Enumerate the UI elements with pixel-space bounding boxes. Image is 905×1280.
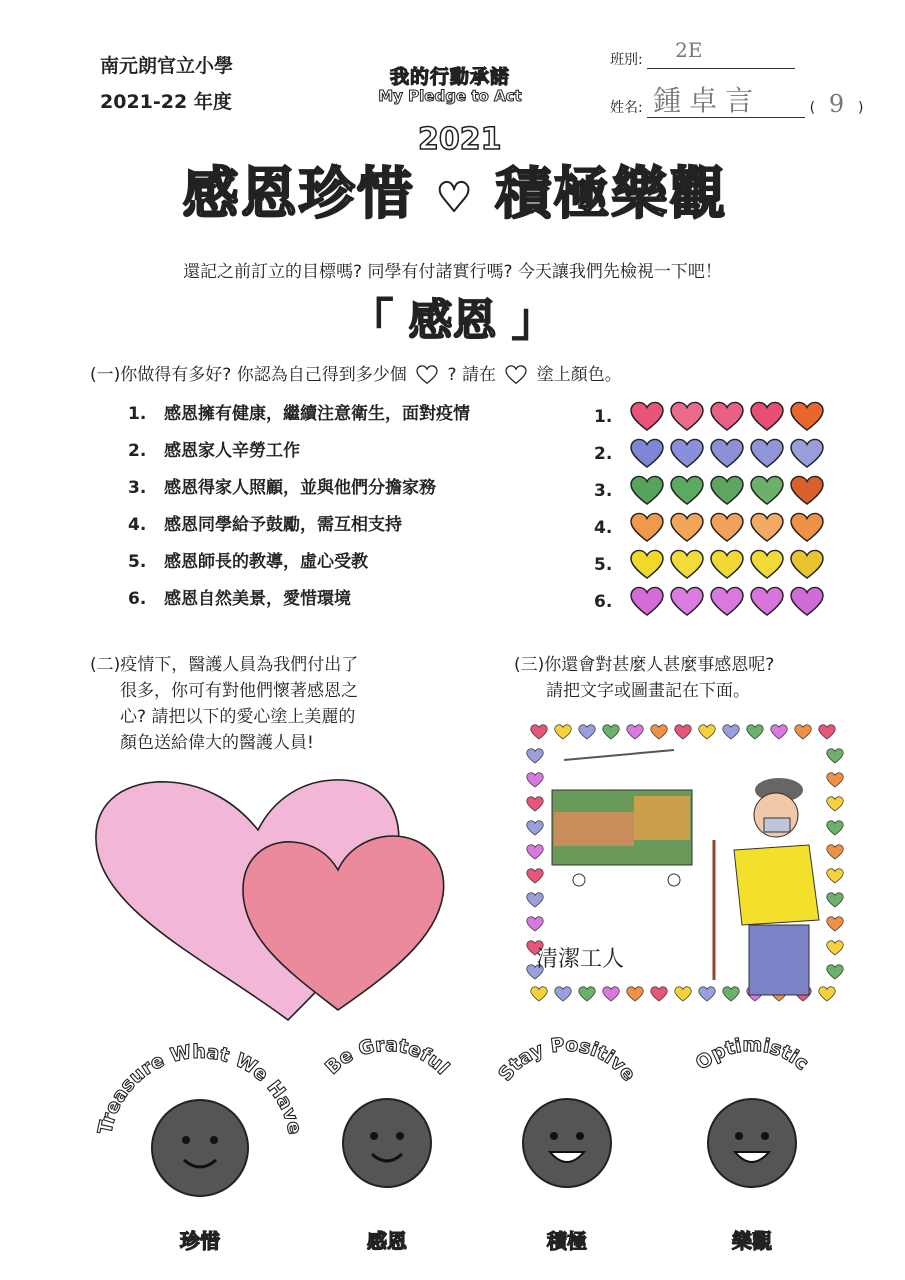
sun-arc-text: Stay Positive [494,1033,640,1086]
question-3 [514,652,774,704]
question-1 [90,360,622,385]
border-heart-icon [527,749,544,763]
sun-label: 積極 [547,1229,587,1253]
border-heart-icon [747,725,764,739]
border-heart-icon [699,725,716,739]
border-heart-icon [699,987,716,1001]
colored-heart-icon [788,475,826,507]
svg-text:Be Grateful [321,1034,453,1079]
section-title: 「 感恩 」 [349,295,556,346]
pledge-title [360,62,540,105]
border-heart-icon [603,987,620,1001]
colored-heart-icon [668,438,706,470]
list-item: 2. 感恩家人辛勞工作 [128,441,300,461]
list-item: 4. 感恩同學給予鼓勵，需互相支持 [128,515,402,535]
pledge-title-zh: 我的行動承諾 [389,66,510,88]
colored-hearts [88,770,468,1030]
border-heart-icon [827,917,844,931]
fruit-stall [552,750,692,886]
colored-heart-icon [668,475,706,507]
colored-heart-icon [628,512,666,544]
rating-number: 2. [594,443,613,464]
border-heart-icon [827,773,844,787]
heart-outline-icon [416,365,438,385]
border-heart-icon [527,821,544,835]
colored-heart-icon [708,512,746,544]
number-open: ( [809,100,816,116]
heart-icon: ♥ [436,174,474,221]
rating-number: 5. [594,554,613,575]
rating-number: 4. [594,517,613,538]
border-heart-icon [795,725,812,739]
border-heart-icon [531,725,548,739]
list-item: 1. 感恩擁有健康，繼續注意衛生，面對疫情 [128,404,470,424]
border-heart-icon [579,987,596,1001]
colored-heart-icon [628,475,666,507]
border-heart-icon [827,797,844,811]
rating-row [594,509,828,546]
colored-heart-icon [668,401,706,433]
title-year: 2021 [418,122,502,157]
colored-heart-icon [788,549,826,581]
border-heart-icon [771,725,788,739]
school-header [100,48,233,120]
list-item: 5. 感恩師長的教導，虛心受教 [128,552,368,572]
gratitude-list [128,400,470,622]
colored-heart-icon [748,401,786,433]
border-heart-icon [555,987,572,1001]
sun-optimistic [692,1034,813,1253]
border-heart-icon [827,845,844,859]
name-label: 姓名: [610,100,643,116]
colored-heart-icon [708,401,746,433]
border-heart-icon [819,987,836,1001]
colored-heart-icon [748,549,786,581]
colored-heart-icon [748,512,786,544]
border-heart-icon [827,749,844,763]
colored-heart-icon [628,401,666,433]
main-title [155,150,755,230]
pledge-title-en: My Pledge to Act [378,87,522,105]
sun-arc-text: Treasure What We Have [94,1040,306,1137]
intro-text: 還記之前訂立的目標嗎? 同學有付諸實行嗎? 今天讓我們先檢視一下吧！ [183,262,722,282]
rating-row [594,546,828,583]
sun-label: 樂觀 [732,1229,772,1253]
q1-part-c: 塗上顏色。 [536,365,622,385]
list-item: 3. 感恩得家人照顧，並與他們分擔家務 [128,478,436,498]
school-year: 2021-22 年度 [100,91,232,113]
rating-row [594,472,828,509]
q2-line: 心? 請把以下的愛心塗上美麗的 [120,707,356,727]
border-heart-icon [579,725,596,739]
colored-heart-icon [748,586,786,618]
rating-number: 3. [594,480,613,501]
colored-heart-icon [788,401,826,433]
sun-mascots [90,1028,820,1268]
colored-heart-icon [708,438,746,470]
class-label: 班別: [610,52,643,68]
question-2 [90,652,358,756]
border-heart-icon [827,893,844,907]
list-item: 6. 感恩自然美景，愛惜環境 [128,589,351,609]
border-heart-icon [827,965,844,979]
class-field [610,38,795,69]
class-value: 2E [675,38,703,62]
sun-treasure [94,1041,306,1253]
colored-heart-icon [668,549,706,581]
border-heart-icon [531,987,548,1001]
colored-heart-icon [748,475,786,507]
drawing-label: 清潔工人 [536,947,625,972]
border-heart-icon [555,725,572,739]
rating-row [594,435,828,472]
border-heart-icon [527,917,544,931]
number-value: 9 [828,90,845,118]
rating-number: 1. [594,406,613,427]
colored-heart-icon [628,549,666,581]
colored-heart-icon [788,586,826,618]
colored-heart-icon [628,438,666,470]
q1-part-b: ? 請在 [447,365,496,385]
sun-positive [494,1034,640,1253]
border-heart-icon [651,725,668,739]
heart-ratings [594,398,828,620]
sun-arc-text: Optimistic [691,1033,813,1075]
colored-heart-icon [708,475,746,507]
colored-heart-icon [668,586,706,618]
border-heart-icon [527,893,544,907]
border-heart-icon [819,725,836,739]
q3-line: (三)你還會對甚麼人甚麼事感恩呢? [514,655,775,675]
sun-label: 感恩 [367,1229,407,1253]
rating-row [594,583,828,620]
border-heart-icon [527,797,544,811]
border-heart-icon [527,869,544,883]
border-heart-icon [827,821,844,835]
title-part1: 感恩珍惜 [182,162,415,227]
heart-outline-icon [505,365,527,385]
q2-line: (二)疫情下，醫護人員為我們付出了 [90,655,359,675]
border-heart-icon [827,869,844,883]
name-value: 鍾卓言 [653,84,762,117]
rating-row [594,398,828,435]
border-heart-icon [603,725,620,739]
border-heart-icon [627,987,644,1001]
q2-line: 很多，你可有對他們懷著感恩之 [120,681,358,701]
q1-part-a: (一)你做得有多好? 你認為自己得到多少個 [90,365,407,385]
cleaner-figure [714,778,819,995]
colored-heart-icon [668,512,706,544]
q2-line: 顏色送給偉大的醫護人員! [120,733,314,753]
name-field [610,84,864,118]
colored-heart-icon [788,438,826,470]
q3-line: 請把文字或圖畫記在下面。 [546,681,750,701]
colored-heart-icon [748,438,786,470]
svg-text:Optimistic [692,1034,813,1075]
sun-grateful [321,1034,453,1253]
border-heart-icon [651,987,668,1001]
colored-heart-icon [628,586,666,618]
border-heart-icon [527,845,544,859]
border-heart-icon [627,725,644,739]
rating-number: 6. [594,591,613,612]
sun-arc-text: Be Grateful [321,1033,454,1079]
sun-label: 珍惜 [180,1229,220,1253]
number-close: ) [858,100,864,116]
colored-heart-icon [708,586,746,618]
colored-heart-icon [788,512,826,544]
border-heart-icon [527,773,544,787]
border-heart-icon [675,725,692,739]
school-name: 南元朗官立小學 [100,55,234,77]
border-heart-icon [723,987,740,1001]
svg-text:Stay Positive [494,1034,640,1086]
border-heart-icon [675,987,692,1001]
title-part2: 積極樂觀 [495,162,728,227]
border-heart-icon [723,725,740,739]
border-heart-icon [827,941,844,955]
student-drawing [524,720,846,1008]
colored-heart-icon [708,549,746,581]
